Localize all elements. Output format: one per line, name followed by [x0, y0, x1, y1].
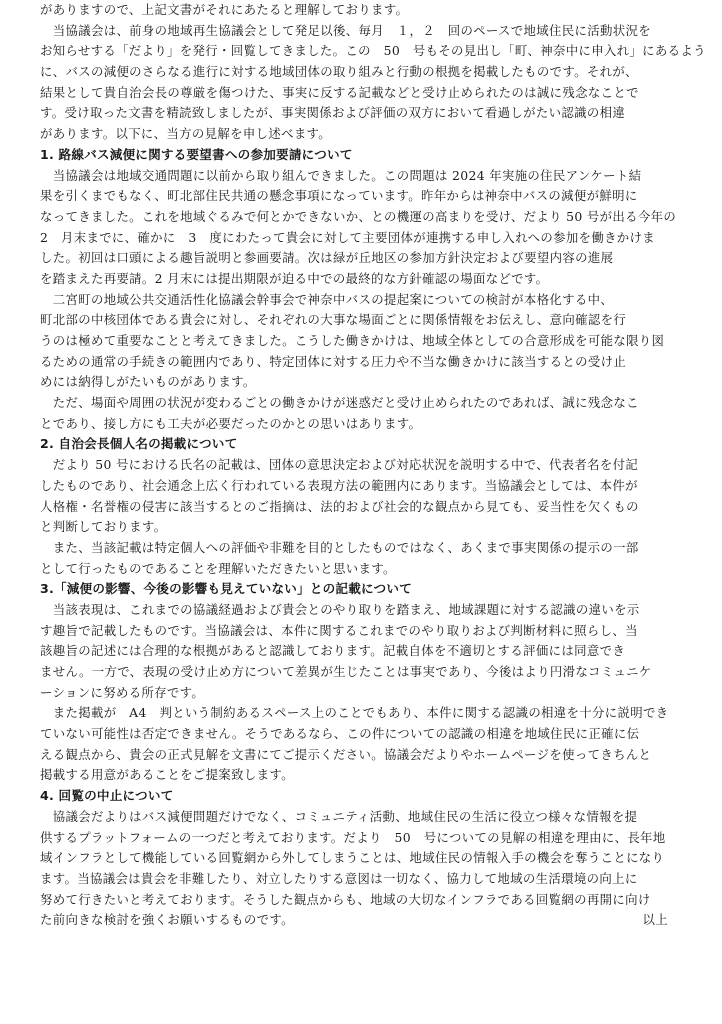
body-text-line: うのは極めて重要なことと考えてきました。こうした働きかけは、地域全体としての合意形成を可能な限り図 — [40, 333, 665, 348]
body-text-line: だより 50 号における氏名の記載は、団体の意思決定および対応状況を説明する中で、代表者名を付記 — [40, 457, 639, 473]
body-text-line: を踏まえた再要請。2 月末には提出期限が迫る中での最終的な方針確認の場面などです。 — [40, 270, 549, 286]
body-text-line: また、当該記載は特定個人への評価や非難を目的としたものではなく、あくまで事実関係の提示の一部 — [40, 539, 639, 555]
body-text-line: に、バスの減便のさらなる進行に対する地域団体の取り組みと行動の根拠を掲載したものです。それが、 — [40, 64, 638, 80]
body-text-line: した。初回は口頭による趣旨説明と参画要請。次は緑が丘地区の参加方針決定および要望内容の進展 — [40, 250, 614, 266]
section-heading: 2. 自治会長個人名の掲載について — [40, 436, 238, 452]
body-text-line: るための通常の手続きの範囲内であり、特定団体に対する圧力や不当な働きかけに該当するとの受け止 — [40, 353, 627, 369]
body-text-line: 該趣旨の記述には合理的な根拠があると認識しております。記載自体を不適切とする評価には同意でき — [40, 643, 626, 659]
closing-line-row — [40, 910, 682, 931]
body-text-line: として行ったものであることを理解いただきたいと思います。 — [40, 560, 396, 576]
section-heading: 1. 路線バス減便に関する要望書への参加要請について — [40, 146, 353, 162]
body-text-line: 域インフラとして機能している回覧網から外してしまうことは、地域住民の情報入手の機会を奪うことになり — [40, 850, 665, 866]
body-text-line: 結果として貴自治会長の尊厳を傷つけた、事実に反する記載などと受け止められたのは誠に残念なことで — [40, 84, 639, 100]
body-text-line: ーションに努める所存です。 — [40, 684, 205, 700]
body-text-line: お知らせする「だより」を発行・回覧してきました。この 50 号もその見出し「町、神奈中に申入れ」にあるよう — [40, 43, 706, 59]
body-text-line: 当協議会は地域交通問題に以前から取り組んできました。この問題は 2024 年実施の住民アンケート結 — [40, 167, 642, 183]
body-text-line: がありますので、上記文書がそれにあたると理解しております。 — [40, 2, 409, 17]
body-text-line: ただ、場面や周囲の状況が変わるごとの働きかけが迷惑だと受け止められたのであれば、誠に残念なこ — [40, 395, 639, 411]
closing-text: た前向きな検討を強くお願いするものです。 — [40, 912, 294, 928]
body-text-line: す趣旨で記載したものです。当協議会は、本件に関するこれまでのやり取りおよび判断材料に照らし、当 — [40, 622, 638, 638]
body-text-line: ません。一方で、表現の受け止め方について差異が生じたことは事実であり、今後はより円滑なコミュニケ — [40, 664, 652, 679]
body-text-line: したものであり、社会通念上広く行われている表現方法の範囲内にあります。当協議会としては、本件が — [40, 477, 638, 493]
body-text-line: 努めて行きたいと考えております。そうした観点からも、地域の大切なインフラである回覧網の再開に向け — [40, 891, 651, 907]
body-text-line: と判断しております。 — [40, 519, 167, 535]
body-text-line: 供するプラットフォームの一つだと考えております。だより 50 号についての見解の相違を理由に、長年地 — [40, 829, 666, 845]
signoff-text: 以上 — [642, 912, 668, 928]
body-text-line: す。受け取った文書を精読致しましたが、事実関係および評価の双方において看過しがたい認識の相違 — [40, 105, 626, 121]
letter-page — [40, 0, 706, 1024]
section-heading: 3.「減便の影響、今後の影響も見えていない」との記載について — [40, 581, 412, 597]
body-text-line: える観点から、貴会の正式見解を文書にてご提示ください。協議会だよりやホームページを使ってきちんと — [40, 746, 652, 762]
body-text-line: 協議会だよりはバス減便問題だけでなく、コミュニティ活動、地域住民の生活に役立つ様々な情報を提 — [40, 808, 638, 824]
body-text-line: 人格権・名誉権の侵害に該当するとのご指摘は、法的および社会的な観点から見ても、妥当性を欠くもの — [40, 498, 639, 514]
body-text-line: とであり、接し方にも工夫が必要だったのかとの思いはあります。 — [40, 415, 422, 431]
body-text-line: 二宮町の地域公共交通活性化協議会幹事会で神奈中バスの提起案についての検討が本格化する中、 — [40, 291, 614, 307]
body-text-line: 掲載する用意があることをご提案致します。 — [40, 767, 294, 783]
section-heading: 4. 回覧の中止について — [40, 788, 174, 804]
body-text-line: 当該表現は、これまでの協議経過および貴会とのやり取りを踏まえ、地域課題に対する認識の違いを示 — [40, 601, 640, 617]
body-text-line: ていない可能性は否定できません。そうであるなら、この件についての認識の相違を地域住民に正確に伝 — [40, 726, 640, 742]
body-text-line: 2 月末までに、確かに 3 度にわたって貴会に対して主要団体が連携する申し入れへの参加を働きかけま — [40, 229, 656, 245]
body-text-line: なってきました。これを地域ぐるみで何とかできないか、との機運の高まりを受け、だより 50 号が出る今年の — [40, 208, 677, 224]
body-text-line: 当協議会は、前身の地域再生協議会として発足以後、毎月 １，２ 回のペースで地域住民に活動状況を — [40, 22, 651, 38]
body-text-line: めには納得しがたいものがあります。 — [40, 374, 256, 390]
body-text-line: また掲載が A4 判という制約あるスペース上のことでもあり、本件に関する認識の相違を十分に説明でき — [40, 705, 669, 721]
body-text-line: があります。以下に、当方の見解を申し述べます。 — [40, 126, 332, 142]
body-text-line: 果を引くまでもなく、町北部住民共通の懸念事項になっています。昨年からは神奈中バスの減便が鮮明に — [40, 188, 638, 204]
body-text-line: ます。当協議会は貴会を非難したり、対立したりする意図は一切なく、協力して地域の生活環境の向上に — [40, 870, 638, 886]
body-text-line: 町北部の中核団体である貴会に対し、それぞれの大事な場面ごとに関係情報をお伝えし、意向確認を行 — [40, 312, 627, 328]
